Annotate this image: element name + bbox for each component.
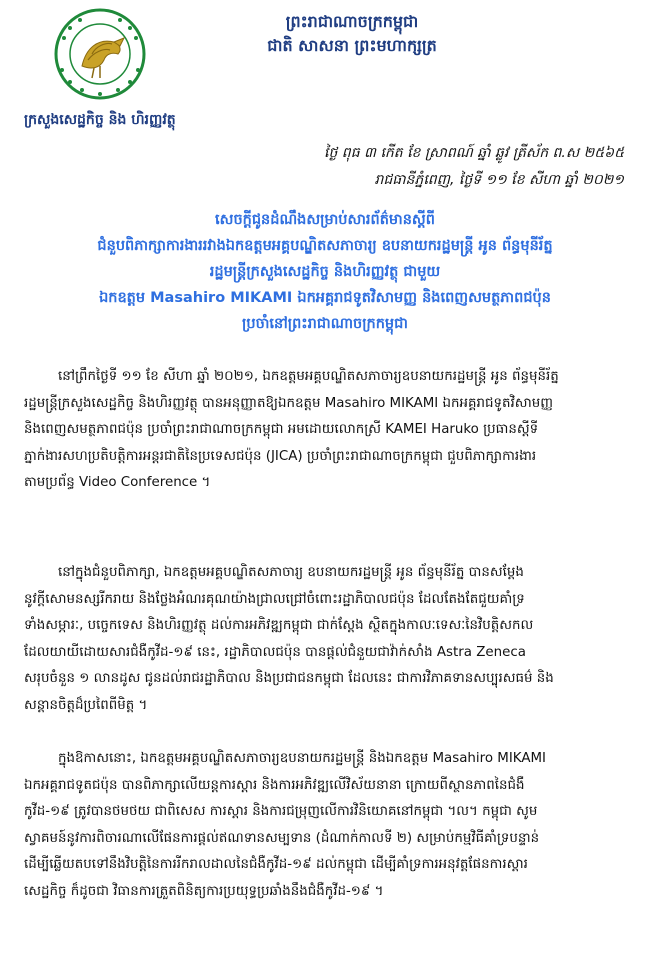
lunar-date: ថ្ងៃ ពុធ ៣ កើត ខែ ស្រាពណ៍ ឆ្នាំ ឆ្លូវ ត្រីស័ក ព.ស ២៥៦៥ (324, 145, 624, 161)
date-block (324, 140, 624, 194)
paragraph-line: សេដ្ឋកិច្ច ក៏ដូចជា វិធានការត្រួតពិនិត្យការប្រយុទ្ធប្រឆាំងនឹងជំងឺកូវីដ-១៩ ។ (24, 883, 384, 899)
national-motto: ជាតិ សាសនា ព្រះមហាក្សត្រ (267, 36, 437, 55)
title-line: សេចក្តីជូនដំណឹងសម្រាប់សារព័ត៌មានស្តីពី (215, 212, 435, 228)
paragraph-line: ទាំងសម្ភារៈ, បច្ចេកទេស និងហិរញ្ញវត្ថុ ដល់ការអភិវឌ្ឍកម្ពុជា ជាក់ស្តែង ស្ថិតក្នុងកាលៈទេសៈនៃវិបត្តិសកល (24, 618, 534, 634)
body-paragraph-2 (24, 560, 624, 720)
paragraph-line: ក្នុងឱកាសនោះ, ឯកឧត្តមអគ្គបណ្ឌិតសភាចារ្យឧបនាយករដ្ឋមន្ត្រី និងឯកឧត្តម Masahiro MIKAMI (58, 751, 546, 766)
paragraph-line: ស្វាគមន៍នូវការពិចារណាលើផែនការផ្តល់ឥណទានសម្បទាន (ដំណាក់កាលទី ២) សម្រាប់កម្មវិធីគាំទ្របន្ទាន់ (24, 830, 540, 846)
title-line: ជំនួបពិភាក្សាការងាររវាងឯកឧត្តមអគ្គបណ្ឌិតសភាចារ្យ ឧបនាយករដ្ឋមន្ត្រី អូន ព័ន្ធមុនីរ័ត្ន (97, 238, 553, 254)
ministry-logo (34, 8, 166, 100)
paragraph-line: ដើម្បីឆ្លើយតបទៅនឹងវិបត្តិនៃការរីករាលដាលនៃជំងឺកូវីដ-១៩ ដល់កម្ពុជា ដើម្បីគាំទ្រការអនុវត្តផែនការស្តារ (24, 857, 528, 873)
paragraph-line: កូវីដ-១៩ ត្រូវបានថមថយ ជាពិសេស ការស្តារ និងការជម្រុញលើការវិនិយោគនៅកម្ពុជា ។ល។ កម្ពុជា សូម (24, 804, 538, 820)
title-line: រដ្ឋមន្ត្រីក្រសួងសេដ្ឋកិច្ច និងហិរញ្ញវត្ថុ ជាមួយ (209, 264, 441, 280)
solar-date: រាជធានីភ្នំពេញ, ថ្ងៃទី ១១ ខែ សីហា ឆ្នាំ ២០២១ (374, 172, 624, 188)
paragraph-line: សរុបចំនួន ១ លានដូស ជូនដល់រាជរដ្ឋាភិបាល និងប្រជាជនកម្ពុជា ដែលនេះ ជាការវិភាគទានសប្បុរសធម៌ និង (24, 671, 554, 687)
title-line: ប្រចាំនៅព្រះរាជាណាចក្រកម្ពុជា (242, 316, 408, 332)
kingdom-header (232, 10, 472, 58)
paragraph-line: នូវក្តីសោមនស្សរីករាយ និងថ្លែងអំណរគុណយ៉ាងជ្រាលជ្រៅចំពោះរដ្ឋាភិបាលជប៉ុន ដែលតែងតែជួយគាំទ្រ (24, 591, 525, 607)
body-paragraph-1 (24, 364, 624, 497)
paragraph-line: នៅក្នុងជំនួបពិភាក្សា, ឯកឧត្តមអគ្គបណ្ឌិតសភាចារ្យ ឧបនាយករដ្ឋមន្ត្រី អូន ព័ន្ធមុនីរ័ត្ន បានសម្តែង (58, 565, 524, 580)
paragraph-line: សន្តានចិត្តដ៏ប្រពៃពីមិត្ត ។ (24, 697, 148, 713)
bird-emblem-icon (34, 8, 166, 100)
body-paragraph-3 (24, 746, 624, 906)
paragraph-line: រដ្ឋមន្ត្រីក្រសួងសេដ្ឋកិច្ច និងហិរញ្ញវត្ថុ បានអនុញ្ញាតឱ្យឯកឧត្តម Masahiro MIKAMI ឯកអគ្គរាជទូតវិសាមញ្ញ (24, 395, 553, 411)
press-release-title (26, 207, 624, 337)
title-line: ឯកឧត្តម Masahiro MIKAMI ឯកអគ្គរាជទូតវិសាមញ្ញ និងពេញសមត្ថភាពជប៉ុន (99, 290, 551, 306)
paragraph-line: និងពេញសមត្ថភាពជប៉ុន ប្រចាំព្រះរាជាណាចក្រកម្ពុជា អមដោយលោកស្រី KAMEI Haruko ប្រធានស្ដីទី (24, 422, 539, 438)
paragraph-line: ភ្នាក់ងារសហប្រតិបត្តិការអន្តរជាតិនៃប្រទេសជប៉ុន (JICA) ប្រចាំព្រះរាជាណាចក្រកម្ពុជា ជួបពិភាក្សាការងារ (24, 448, 537, 464)
paragraph-line: នៅព្រឹកថ្ងៃទី ១១ ខែ សីហា ឆ្នាំ ២០២១, ឯកឧត្តមអគ្គបណ្ឌិតសភាចារ្យឧបនាយករដ្ឋមន្ត្រី អូន ព័ន្ធមុនីរ័ត្ន (58, 369, 559, 384)
paragraph-line: តាមប្រព័ន្ធ Video Conference ។ (24, 475, 211, 491)
paragraph-line: ដែលយាយីដោយសារជំងឺកូវីដ-១៩ នេះ, រដ្ឋាភិបាលជប៉ុន បានផ្តល់ជំនួយជាវ៉ាក់សាំង Astra Zeneca (24, 644, 526, 660)
ministry-label: ក្រសួងសេដ្ឋកិច្ច និង ហិរញ្ញវត្ថុ (24, 112, 176, 128)
paragraph-line: ឯកអគ្គរាជទូតជប៉ុន បានពិភាក្សាលើយន្តការស្តារ និងការអភិវឌ្ឍលើវិស័យនានា ក្រោយពីស្ថានភាពនៃជំងឺ (24, 777, 525, 793)
kingdom-name: ព្រះរាជាណាចក្រកម្ពុជា (285, 12, 419, 31)
